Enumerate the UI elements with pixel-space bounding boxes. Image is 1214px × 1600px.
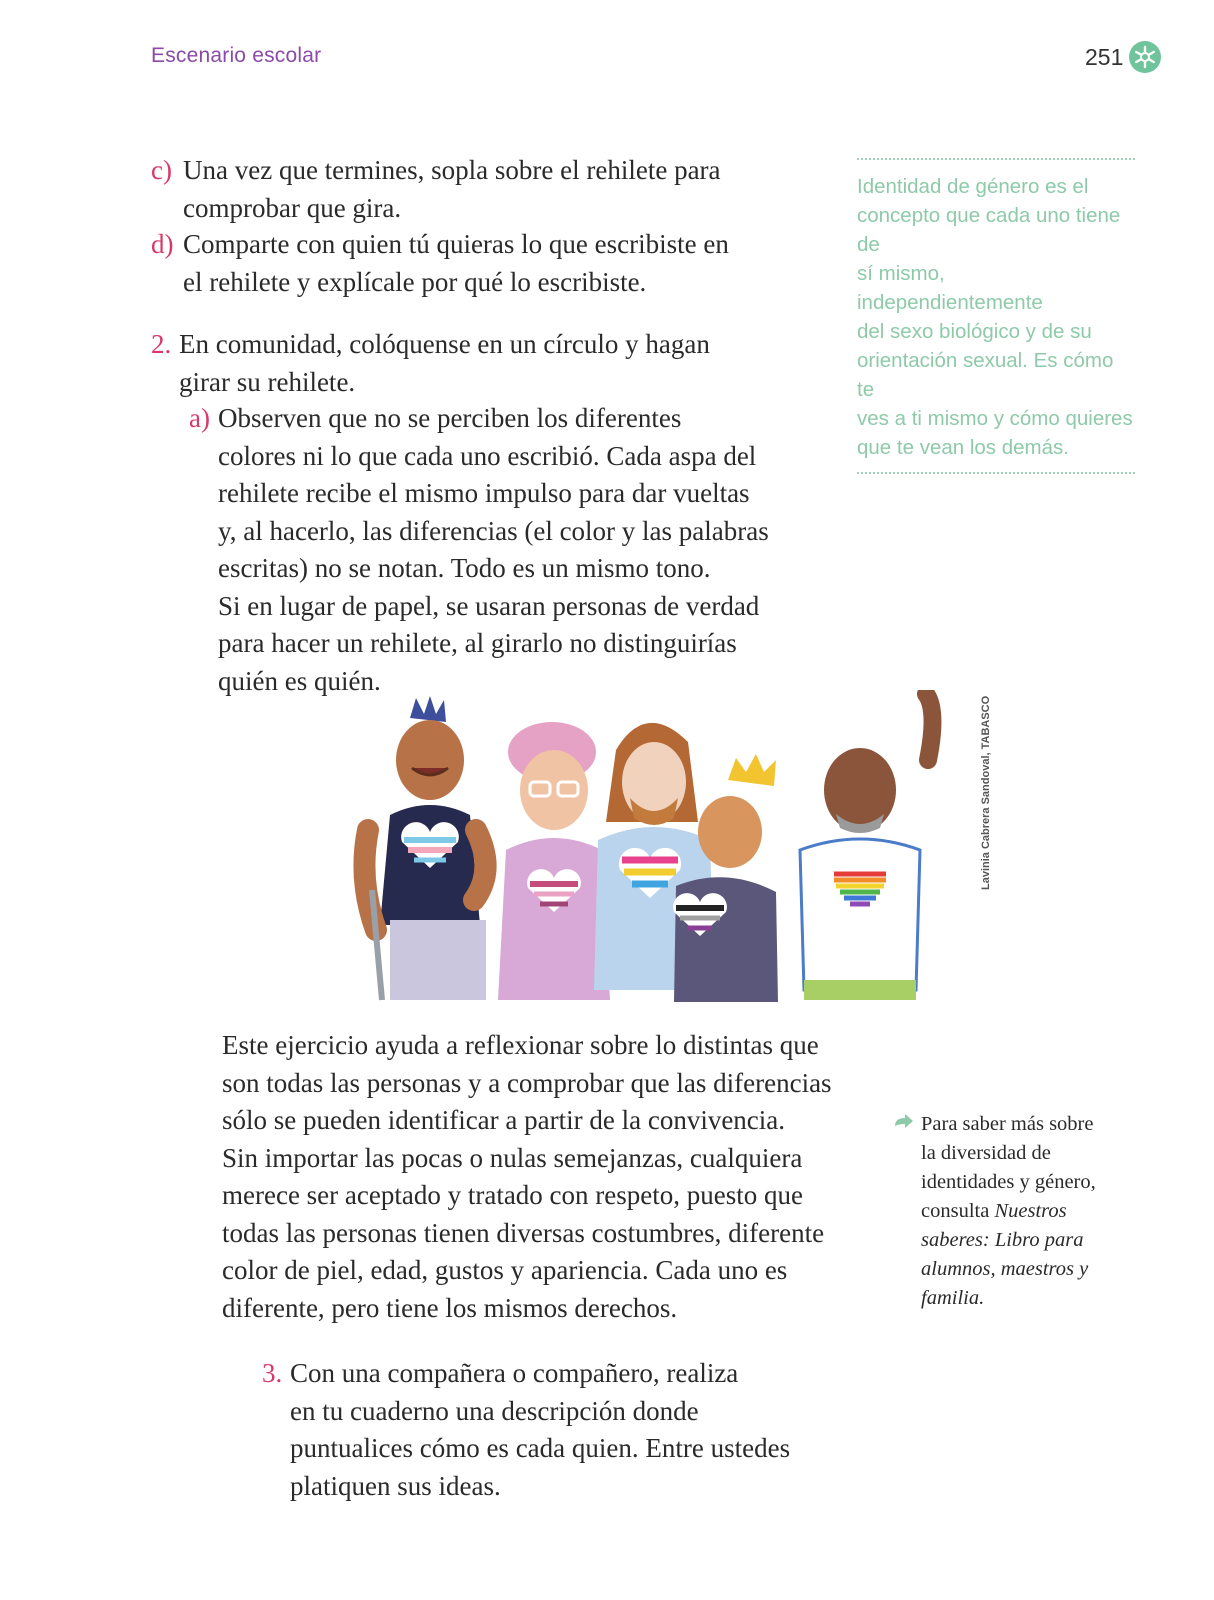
person-5-figure (800, 694, 933, 1000)
paragraph-line-5: merece ser aceptado y tratado con respeto, puesto que (222, 1180, 803, 1210)
activity-2a-line-5: escritas) no se notan. Todo es un mismo tono. (218, 553, 711, 583)
activity-2a-line-4: y, al hacerlo, las diferencias (el color y las palabras (218, 515, 769, 546)
note-line-3: identidades y género, (921, 1171, 1096, 1193)
activity-2a-line-3: rehilete recibe el mismo impulso para dar vueltas (218, 478, 750, 508)
activity-3-line-1: Con una compañera o compañero, realiza (290, 1358, 739, 1388)
activity-2a-line-2: colores ni lo que cada uno escribió. Cada aspa del (218, 440, 757, 471)
paragraph-line-1: Este ejercicio ayuda a reflexionar sobre lo distintas que (222, 1030, 819, 1060)
note-line-5: saberes: Libro para (921, 1229, 1084, 1251)
note-line-4-italic: Nuestros (994, 1200, 1067, 1222)
arrow-right-icon (893, 1112, 915, 1130)
paragraph-line-7: color de piel, edad, gustos y apariencia. Cada uno es (222, 1255, 788, 1285)
activity-3-line-3: puntualices cómo es cada quien. Entre ustedes (290, 1433, 791, 1463)
note-line-6: alumnos, maestros y (921, 1258, 1089, 1280)
activity-2a-line-7: para hacer un rehilete, al girarlo no distinguirías (218, 628, 737, 658)
paragraph-line-2: son todas las personas y a comprobar que las diferencias (222, 1067, 832, 1098)
definition-line-2: concepto que cada uno tiene de (857, 204, 1121, 256)
activity-2-marker: 2. (151, 329, 172, 359)
definition-line-5: orientación sexual. Es cómo te (857, 349, 1114, 401)
note-line-4-plain: consulta (921, 1200, 995, 1222)
definition-line-3: sí mismo, independientemente (857, 262, 1043, 314)
paragraph-line-4: Sin importar las pocas o nulas semejanzas, cualquiera (222, 1142, 803, 1173)
step-c-line-2: comprobar que gira. (183, 192, 402, 223)
step-c-line-1: Una vez que termines, sopla sobre el rehilete para (183, 155, 721, 185)
definition-line-4: del sexo biológico y de su (857, 320, 1092, 343)
five-people-pride-hearts-illustration (330, 690, 970, 1030)
asterisk-badge-icon (1128, 40, 1162, 74)
section-title: Escenario escolar (151, 44, 322, 67)
note-line-2: la diversidad de (921, 1142, 1051, 1164)
step-d-line-2: el rehilete y explícale por qué lo escribiste. (183, 266, 647, 297)
activity-3-line-4: platiquen sus ideas. (290, 1470, 501, 1501)
reflection-paragraph (222, 1027, 842, 1327)
activity-3-line-2: en tu cuaderno una descripción donde (290, 1395, 699, 1426)
illustration-credit: Lavinia Cabrera Sandoval, TABASCO (980, 695, 992, 890)
definition-line-6: ves a ti mismo y cómo quieres (857, 407, 1133, 430)
note-line-1: Para saber más sobre (921, 1113, 1094, 1135)
definition-line-1: Identidad de género es el (857, 175, 1089, 198)
activity-3-marker: 3. (262, 1358, 283, 1388)
activity-2a-marker: a) (189, 403, 210, 433)
paragraph-line-8: diferente, pero tiene los mismos derechos. (222, 1292, 678, 1323)
person-1-figure (364, 696, 486, 1000)
paragraph-line-6: todas las personas tienen diversas costumbres, diferente (222, 1217, 825, 1248)
page-number: 251 (1085, 44, 1124, 70)
step-d-line-1: Comparte con quien tú quieras lo que escribiste en (183, 229, 729, 259)
activity-2-line-1: En comunidad, colóquense en un círculo y hagan (179, 329, 710, 359)
step-c-marker: c) (151, 155, 172, 185)
person-2-figure (498, 722, 610, 1000)
note-line-7: familia. (921, 1287, 985, 1309)
activity-2a-line-1: Observen que no se perciben los diferentes (218, 403, 682, 433)
activity-2-line-2: girar su rehilete. (179, 366, 356, 397)
note-line-4 (921, 1197, 1131, 1226)
gender-identity-definition (857, 158, 1135, 474)
activity-2a-line-8: quién es quién. (218, 665, 381, 696)
step-d-marker: d) (151, 229, 174, 259)
activity-2a-line-6: Si en lugar de papel, se usaran personas de verdad (218, 590, 760, 621)
definition-line-7: que te vean los demás. (857, 436, 1069, 459)
paragraph-line-3: sólo se pueden identificar a partir de la convivencia. (222, 1105, 786, 1135)
